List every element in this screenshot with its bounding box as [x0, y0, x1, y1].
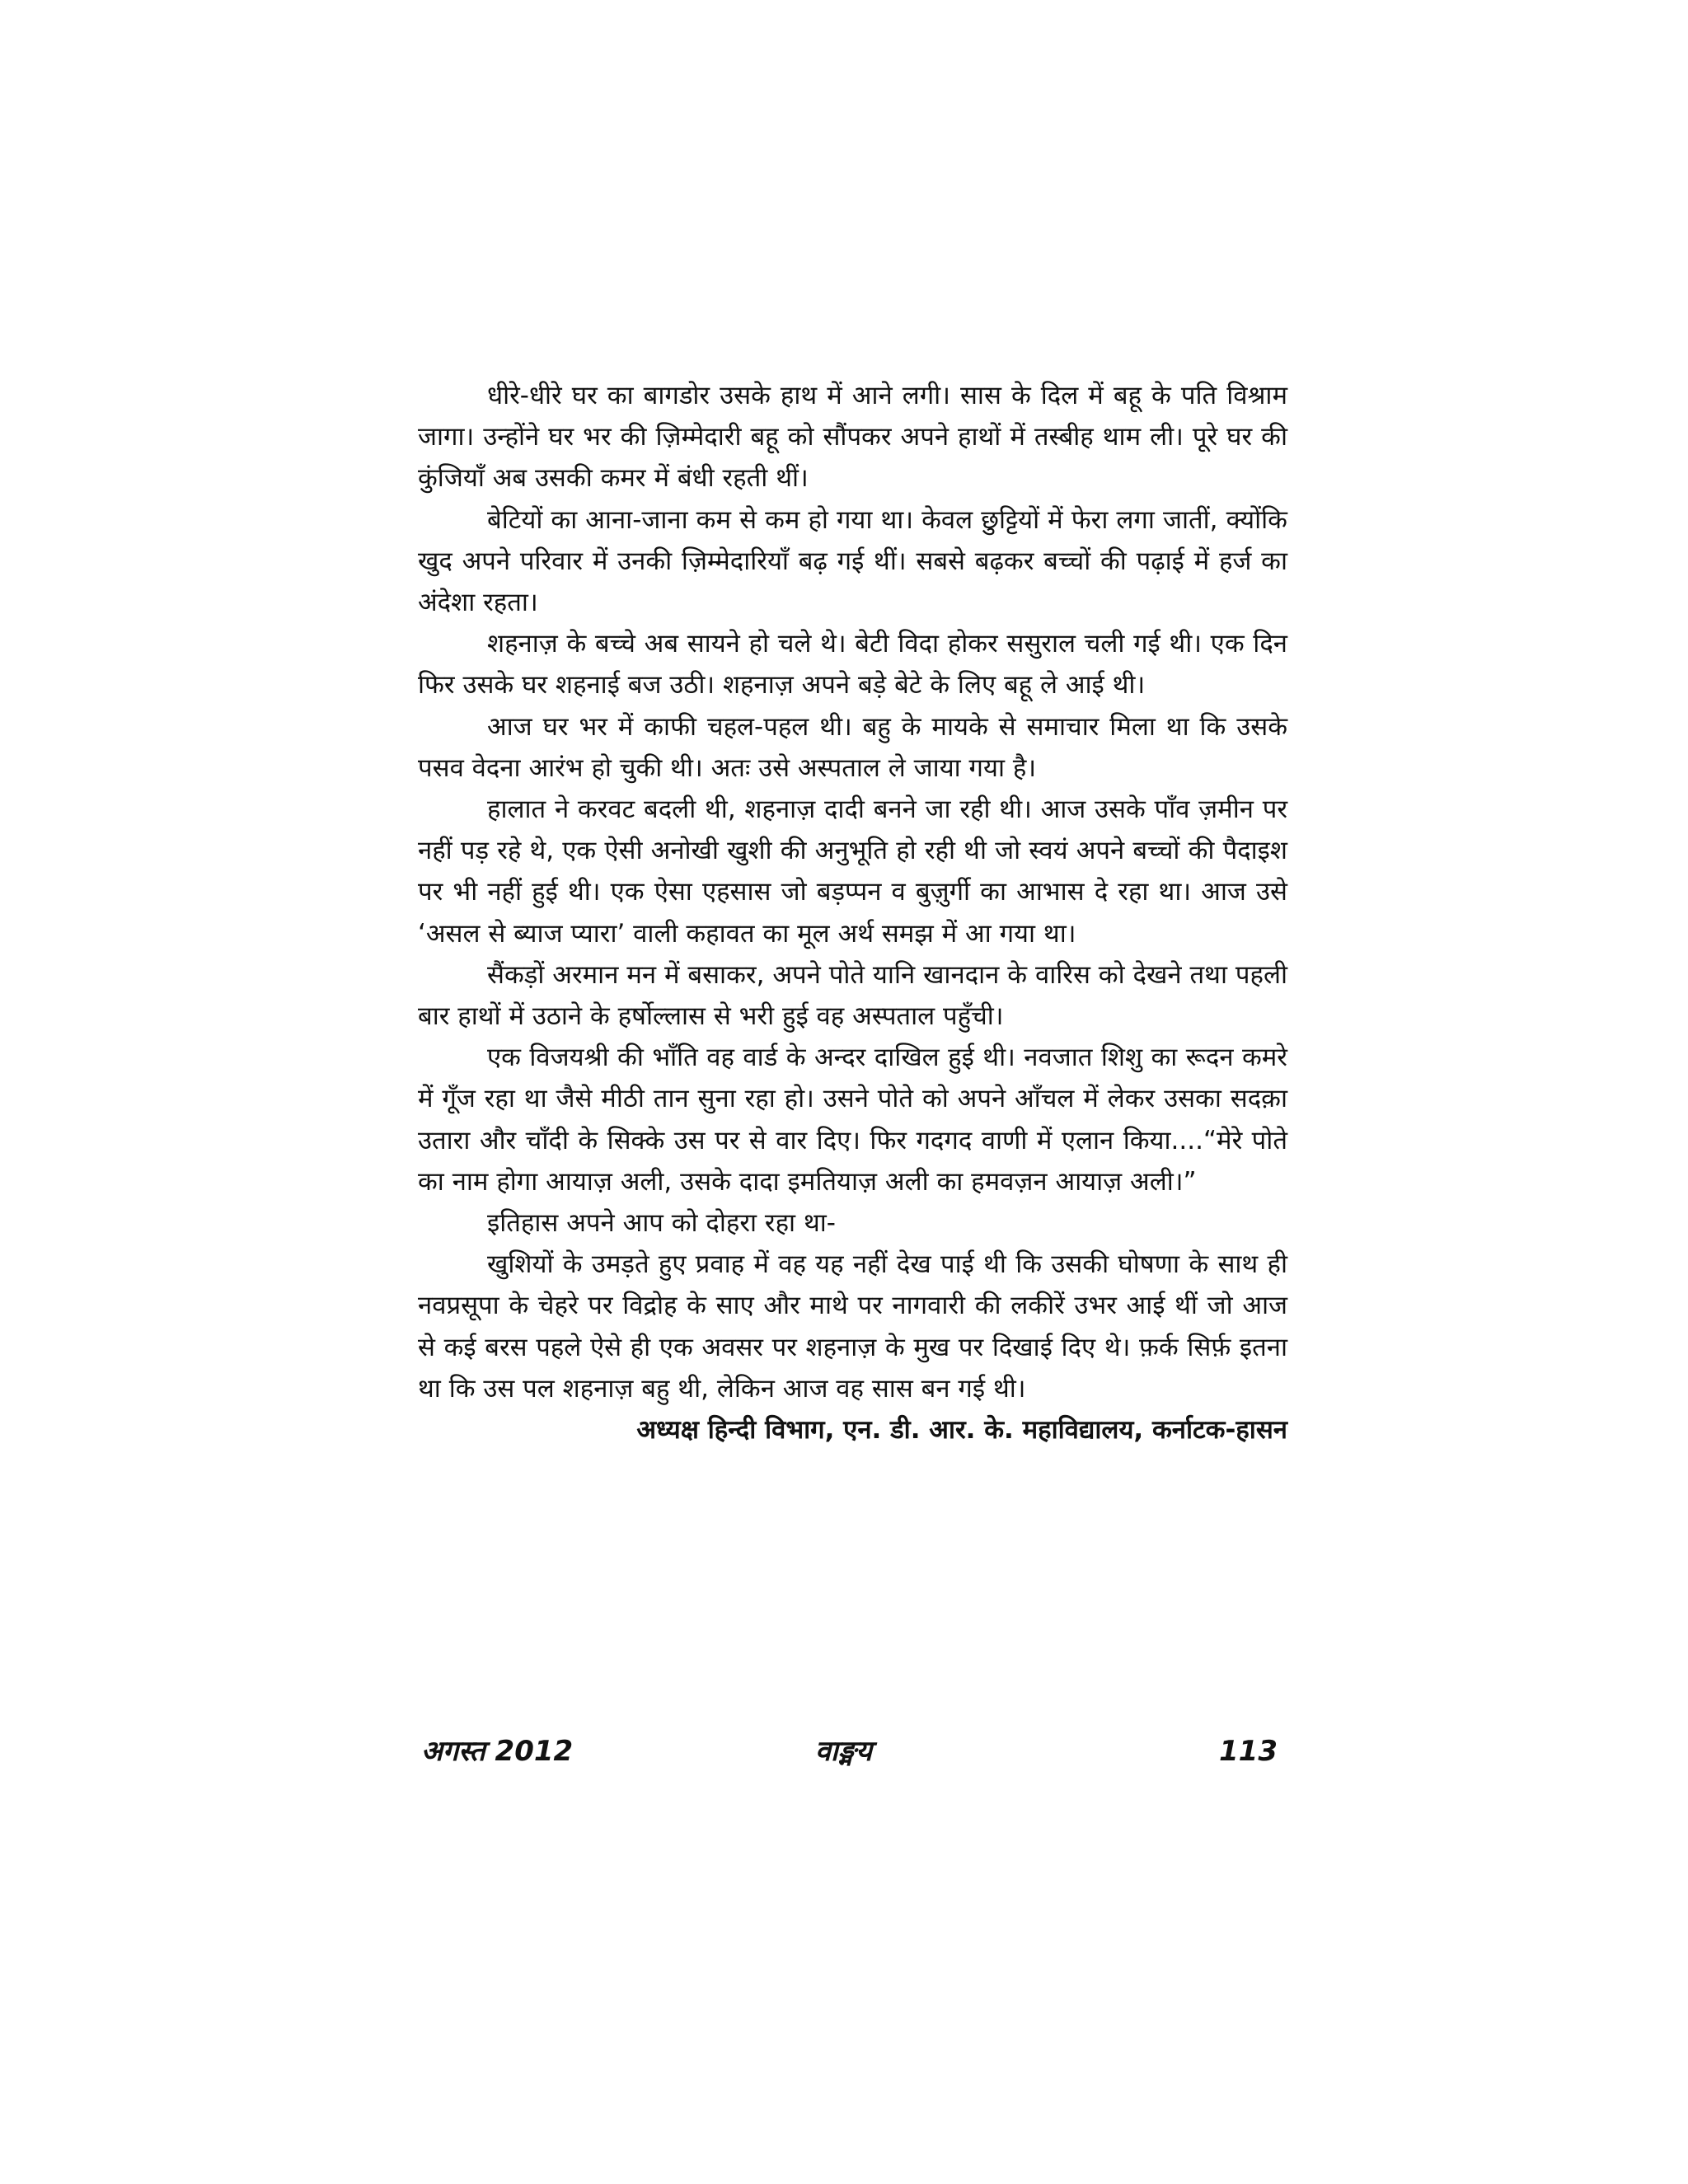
article-body [418, 375, 1287, 1451]
paragraph: बेटियों का आना-जाना कम से कम हो गया था। केवल छुट्टियों में फेरा लगा जातीं, क्योंकि खुद अपने परिवार में उनकी ज़िम्मेदारियाँ बढ़ गई थीं। सबसे बढ़कर बच्चों की पढ़ाई में हर्ज का अंदेशा रहता। [418, 504, 1287, 618]
paragraph: धीरे-धीरे घर का बागडोर उसके हाथ में आने लगी। सास के दिल में बहू के पति विश्राम जागा। उन्होंने घर भर की ज़िम्मेदारी बहू को सौंपकर अपने हाथों में तस्बीह थाम ली। पूरे घर की कुंजियाँ अब उसकी कमर में बंधी रहती थीं। [418, 381, 1287, 494]
paragraph: खुशियों के उमड़ते हुए प्रवाह में वह यह नहीं देख पाई थी कि उसकी घोषणा के साथ ही नवप्रसूपा के चेहरे पर विद्रोह के साए और माथे पर नागवारी की लकीरें उभर आई थीं जो आज से कई बरस पहले ऐसे ही एक अवसर पर शहनाज़ के मुख पर दिखाई दिए थे। फ़र्क सिर्फ़ इतना था कि उस पल शहनाज़ बहु थी, लेकिन आज वह सास बन गई थी। [418, 1249, 1287, 1404]
paragraph: इतिहास अपने आप को दोहरा रहा था- [487, 1208, 836, 1239]
paragraph: हालात ने करवट बदली थी, शहनाज़ दादी बनने जा रही थी। आज उसके पाँव ज़मीन पर नहीं पड़ रहे थे, एक ऐसी अनोखी खुशी की अनुभूति हो रही थी जो स्वयं अपने बच्चों की पैदाइश पर भी नहीं हुई थी। एक ऐसा एहसास जो बड़प्पन व बुज़ुर्गी का आभास दे रहा था। आज उसे ‘असल से ब्याज प्यारा’ वाली कहावत का मूल अर्थ समझ में आ गया था। [418, 794, 1287, 949]
journal-name: वाङ्मय [815, 1735, 872, 1768]
paragraph: शहनाज़ के बच्चे अब सायने हो चले थे। बेटी विदा होकर ससुराल चली गई थी। एक दिन फिर उसके घर शहनाई बज उठी। शहनाज़ अपने बड़े बेटे के लिए बहू ले आई थी। [418, 629, 1287, 701]
author-signature: अध्यक्ष हिन्दी विभाग, एन. डी. आर. के. महाविद्यालय, कर्नाटक-हासन [636, 1415, 1287, 1446]
page-number: 113 [1219, 1735, 1278, 1768]
page-footer [418, 1731, 1287, 1772]
paragraph: आज घर भर में काफी चहल-पहल थी। बहु के मायके से समाचार मिला था कि उसके पसव वेदना आरंभ हो चुकी थी। अतः उसे अस्पताल ले जाया गया है। [418, 711, 1287, 783]
paragraph: एक विजयश्री की भाँति वह वार्ड के अन्दर दाखिल हुई थी। नवजात शिशु का रूदन कमरे में गूँज रहा था जैसे मीठी तान सुना रहा हो। उसने पोते को अपने आँचल में लेकर उसका सदक़ा उतारा और चाँदी के सिक्के उस पर से वार दिए। फिर गदगद वाणी में एलान किया....“मेरे पोते का नाम होगा आयाज़ अली, उसके दादा इमतियाज़ अली का हमवज़न आयाज़ अली।” [418, 1043, 1287, 1197]
issue-date: अगस्त 2012 [421, 1735, 574, 1768]
paragraph: सैंकड़ों अरमान मन में बसाकर, अपने पोते यानि खानदान के वारिस को देखने तथा पहली बार हाथों में उठाने के हर्षोल्लास से भरी हुई वह अस्पताल पहुँची। [418, 959, 1287, 1032]
